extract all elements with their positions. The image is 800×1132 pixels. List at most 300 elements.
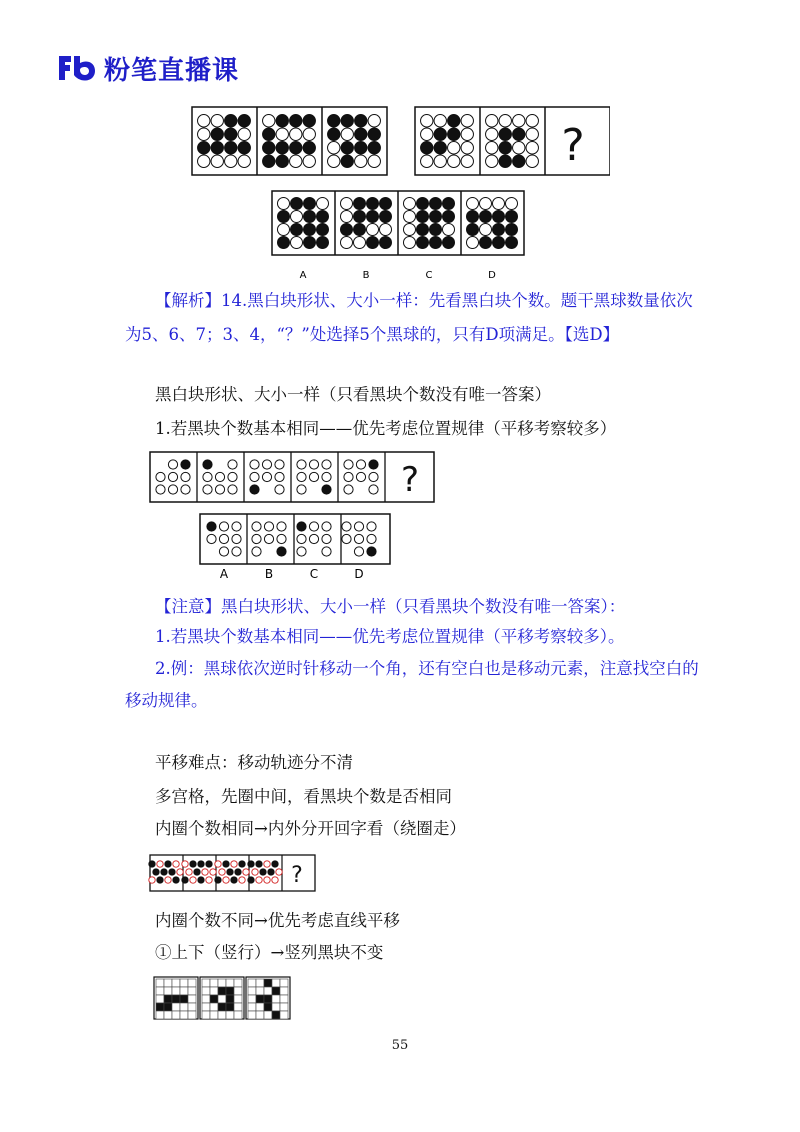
white-cell (264, 987, 272, 995)
white-ball (182, 861, 188, 867)
white-ball (219, 869, 225, 875)
white-ball (275, 485, 284, 494)
white-ball (219, 522, 228, 531)
white-cell (180, 1011, 188, 1019)
black-ball (231, 877, 237, 883)
white-cell (156, 987, 164, 995)
black-cell (226, 1003, 234, 1011)
black-ball (513, 128, 525, 140)
ring-ball-grid (215, 861, 249, 883)
white-ball (238, 128, 250, 140)
white-ball (322, 472, 331, 481)
black-ball (291, 198, 303, 210)
option-label-b: B (362, 270, 370, 281)
white-cell (188, 1003, 196, 1011)
black-ball (263, 155, 275, 167)
white-ball (215, 861, 221, 867)
black-ball (367, 547, 376, 556)
black-ball (380, 211, 392, 223)
white-cell (164, 979, 172, 987)
white-ball (461, 142, 473, 154)
white-ball (232, 547, 241, 556)
white-cell (156, 1011, 164, 1019)
black-ball (493, 224, 505, 236)
white-ball (211, 115, 223, 127)
question-mark: ? (400, 460, 420, 500)
white-ball (252, 522, 261, 531)
white-cell (180, 987, 188, 995)
question-mark: ? (291, 863, 303, 888)
ring-ball-grid (248, 861, 282, 883)
white-cell (172, 1003, 180, 1011)
black-ball (369, 460, 378, 469)
white-ball (297, 534, 306, 543)
black-ball (417, 198, 429, 210)
option-label-d: D (488, 270, 496, 281)
white-ball (239, 877, 245, 883)
white-cell (248, 995, 256, 1003)
ball-grid (341, 198, 392, 249)
white-cell (210, 1003, 218, 1011)
square-grid (200, 977, 244, 1019)
black-ball (182, 877, 188, 883)
white-ball (367, 534, 376, 543)
white-ball (309, 460, 318, 469)
black-ball (268, 869, 274, 875)
section3-line-1: 内圈个数不同→优先考虑直线平移 (155, 911, 400, 930)
white-cell (202, 995, 210, 1003)
black-ball (328, 128, 340, 140)
white-ball (215, 485, 224, 494)
black-ball (430, 198, 442, 210)
white-cell (248, 987, 256, 995)
black-cell (218, 987, 226, 995)
white-ball (526, 142, 538, 154)
black-ball (467, 224, 479, 236)
black-ball (417, 224, 429, 236)
white-ball (297, 547, 306, 556)
black-ball (367, 237, 379, 249)
ball-grid (263, 115, 316, 168)
white-cell (280, 995, 288, 1003)
white-ball (252, 534, 261, 543)
white-ball (506, 198, 518, 210)
white-ball (367, 224, 379, 236)
black-ball (223, 861, 229, 867)
white-cell (234, 1003, 242, 1011)
white-ball (290, 128, 302, 140)
white-ball (262, 472, 271, 481)
white-ball (156, 472, 165, 481)
white-cell (226, 979, 234, 987)
black-ball (368, 128, 380, 140)
white-ball (225, 155, 237, 167)
section2-line-3: 内圈个数相同→内外分开回字看（绕圈走） (155, 819, 466, 838)
white-ball (219, 547, 228, 556)
ball-grid (156, 460, 190, 494)
white-ball (211, 155, 223, 167)
black-ball (203, 460, 212, 469)
analysis-line-2: 为5、6、7；3、4，“？”处选择5个黑球的，只有D项满足。【选D】 (125, 325, 620, 344)
black-cell (264, 1003, 272, 1011)
black-ball (276, 155, 288, 167)
ball-grid (198, 115, 251, 168)
white-cell (188, 987, 196, 995)
square-grid (246, 977, 290, 1019)
fb-logo-icon (55, 54, 97, 82)
black-ball (354, 224, 366, 236)
panel-frame (150, 452, 434, 502)
white-ball (354, 237, 366, 249)
white-cell (210, 987, 218, 995)
white-ball (309, 472, 318, 481)
black-ball (260, 869, 266, 875)
black-ball (328, 115, 340, 127)
white-ball (356, 460, 365, 469)
black-ball (317, 224, 329, 236)
section1-line-1: 黑白块形状、大小一样（只看黑块个数没有唯一答案） (155, 385, 551, 404)
black-ball (278, 237, 290, 249)
white-cell (188, 979, 196, 987)
black-ball (169, 869, 175, 875)
white-ball (262, 460, 271, 469)
white-cell (272, 995, 280, 1003)
white-ball (513, 115, 525, 127)
white-ball (168, 485, 177, 494)
white-ball (168, 472, 177, 481)
black-ball (225, 142, 237, 154)
white-ball (355, 155, 367, 167)
black-ball (248, 861, 254, 867)
white-cell (218, 979, 226, 987)
ball-grid (328, 115, 381, 168)
white-ball (219, 534, 228, 543)
white-cell (248, 1003, 256, 1011)
black-cell (272, 987, 280, 995)
white-ball (342, 522, 351, 531)
ball-grid (207, 522, 241, 556)
white-cell (172, 979, 180, 987)
black-ball (355, 142, 367, 154)
white-ball (203, 485, 212, 494)
ball-grid (278, 198, 329, 249)
option-label-a: A (299, 270, 307, 281)
black-ball (238, 142, 250, 154)
white-ball (448, 142, 460, 154)
white-ball (232, 534, 241, 543)
brand-name: 粉笔直播课 (104, 56, 240, 86)
white-cell (164, 1011, 172, 1019)
black-ball (173, 877, 179, 883)
black-ball (290, 115, 302, 127)
white-ball (264, 877, 270, 883)
white-ball (322, 522, 331, 531)
white-ball (354, 547, 363, 556)
white-ball (203, 472, 212, 481)
white-cell (218, 995, 226, 1003)
white-ball (486, 155, 498, 167)
black-ball (181, 460, 190, 469)
white-cell (180, 979, 188, 987)
white-ball (344, 472, 353, 481)
white-ball (344, 485, 353, 494)
white-cell (256, 1011, 264, 1019)
white-ball (513, 142, 525, 154)
white-ball (434, 115, 446, 127)
black-ball (157, 877, 163, 883)
black-ball (430, 211, 442, 223)
ball-grid (342, 522, 376, 556)
white-ball (297, 485, 306, 494)
black-ball (206, 861, 212, 867)
black-ball (149, 861, 155, 867)
white-ball (421, 155, 433, 167)
ball-grid (250, 460, 284, 494)
white-ball (228, 472, 237, 481)
black-ball (303, 142, 315, 154)
white-ball (198, 128, 210, 140)
ball-grid (297, 460, 331, 494)
section2-line-1: 平移难点：移动轨迹分不清 (155, 753, 353, 772)
black-ball (263, 142, 275, 154)
black-cell (180, 995, 188, 1003)
black-ball (278, 211, 290, 223)
white-ball (291, 211, 303, 223)
white-ball (480, 198, 492, 210)
white-ball (223, 877, 229, 883)
white-ball (448, 155, 460, 167)
note-line-3: 2.例：黑球依次逆时针移动一个角，还有空白也是移动元素，注意找空白的 (155, 659, 699, 678)
white-ball (198, 155, 210, 167)
white-cell (234, 987, 242, 995)
black-cell (226, 987, 234, 995)
white-ball (493, 198, 505, 210)
analysis-line-1: 【解析】14.黑白块形状、大小一样：先看黑白块个数。题干黑球数量依次 (155, 291, 693, 310)
white-ball (250, 460, 259, 469)
white-cell (188, 995, 196, 1003)
white-ball (354, 534, 363, 543)
white-ball (342, 534, 351, 543)
ball-grid (404, 198, 455, 249)
white-ball (181, 472, 190, 481)
white-ball (461, 128, 473, 140)
white-ball (277, 522, 286, 531)
black-ball (513, 155, 525, 167)
white-ball (486, 142, 498, 154)
black-ball (276, 115, 288, 127)
black-ball (368, 142, 380, 154)
white-ball (461, 115, 473, 127)
white-ball (156, 485, 165, 494)
white-cell (218, 1011, 226, 1019)
black-ball (304, 237, 316, 249)
white-cell (210, 1011, 218, 1019)
black-cell (218, 1003, 226, 1011)
white-cell (202, 1011, 210, 1019)
white-ball (264, 861, 270, 867)
white-ball (421, 128, 433, 140)
white-ball (344, 460, 353, 469)
white-ball (461, 155, 473, 167)
black-ball (480, 211, 492, 223)
black-ball (380, 198, 392, 210)
white-cell (156, 995, 164, 1003)
black-ball (290, 142, 302, 154)
black-ball (448, 128, 460, 140)
white-ball (467, 198, 479, 210)
black-ball (506, 211, 518, 223)
note-line-2: 1.若黑块个数基本相同——优先考虑位置规律（平移考察较多）。 (155, 627, 625, 646)
white-ball (263, 115, 275, 127)
white-ball (278, 224, 290, 236)
black-cell (172, 995, 180, 1003)
white-ball (322, 534, 331, 543)
black-cell (272, 1011, 280, 1019)
white-cell (280, 1011, 288, 1019)
white-ball (228, 485, 237, 494)
white-ball (526, 155, 538, 167)
option-label-c: C (309, 567, 319, 581)
white-ball (190, 877, 196, 883)
black-ball (317, 211, 329, 223)
white-ball (368, 115, 380, 127)
white-ball (341, 128, 353, 140)
black-ball (207, 522, 216, 531)
ball-grid (252, 522, 286, 556)
square-grid (154, 977, 198, 1019)
black-ball (165, 861, 171, 867)
white-cell (188, 1011, 196, 1019)
black-ball (434, 128, 446, 140)
white-cell (156, 979, 164, 987)
ball-grid (486, 115, 539, 168)
white-ball (317, 198, 329, 210)
black-ball (211, 128, 223, 140)
white-ball (277, 534, 286, 543)
black-cell (226, 995, 234, 1003)
black-ball (297, 522, 306, 531)
black-ball (304, 198, 316, 210)
black-ball (272, 861, 278, 867)
white-ball (173, 861, 179, 867)
note-line-1: 【注意】黑白块形状、大小一样（只看黑块个数没有唯一答案）： (155, 597, 626, 616)
white-ball (486, 115, 498, 127)
black-ball (499, 142, 511, 154)
white-cell (256, 979, 264, 987)
black-ball (248, 877, 254, 883)
white-ball (291, 237, 303, 249)
black-ball (480, 237, 492, 249)
white-ball (421, 115, 433, 127)
white-cell (164, 987, 172, 995)
white-ball (303, 155, 315, 167)
white-ball (276, 128, 288, 140)
white-cell (234, 979, 242, 987)
white-ball (297, 472, 306, 481)
white-ball (198, 115, 210, 127)
black-ball (380, 237, 392, 249)
white-ball (202, 869, 208, 875)
white-ball (252, 547, 261, 556)
white-cell (172, 987, 180, 995)
black-cell (210, 995, 218, 1003)
black-cell (164, 995, 172, 1003)
black-ball (355, 128, 367, 140)
white-ball (149, 877, 155, 883)
white-ball (526, 115, 538, 127)
black-ball (198, 142, 210, 154)
black-ball (211, 142, 223, 154)
black-ball (235, 869, 241, 875)
black-ball (341, 155, 353, 167)
white-cell (226, 1011, 234, 1019)
section3-line-2: ①上下（竖行）→竖列黑块不变 (155, 943, 384, 962)
white-cell (280, 979, 288, 987)
black-ball (341, 142, 353, 154)
white-cell (202, 979, 210, 987)
black-ball (499, 155, 511, 167)
white-ball (341, 211, 353, 223)
white-cell (256, 1003, 264, 1011)
black-ball (225, 115, 237, 127)
note-line-4: 移动规律。 (125, 691, 208, 710)
black-ball (355, 115, 367, 127)
black-ball (277, 547, 286, 556)
black-ball (225, 128, 237, 140)
black-ball (354, 211, 366, 223)
white-ball (369, 472, 378, 481)
white-ball (309, 522, 318, 531)
white-ball (404, 237, 416, 249)
white-ball (231, 861, 237, 867)
figure-corner-ball-puzzle (148, 450, 438, 585)
black-ball (417, 237, 429, 249)
white-ball (443, 224, 455, 236)
white-ball (232, 522, 241, 531)
black-ball (256, 861, 262, 867)
black-ball (443, 198, 455, 210)
white-ball (486, 128, 498, 140)
black-ball (276, 142, 288, 154)
white-ball (238, 155, 250, 167)
black-ball (322, 485, 331, 494)
white-cell (272, 1003, 280, 1011)
white-ball (177, 869, 183, 875)
white-ball (206, 877, 212, 883)
white-ball (322, 547, 331, 556)
white-ball (168, 460, 177, 469)
white-ball (157, 861, 163, 867)
figure-black-ball-puzzle-1 (190, 105, 610, 285)
ball-grid (297, 522, 331, 556)
white-ball (380, 224, 392, 236)
white-cell (172, 1011, 180, 1019)
white-ball (290, 155, 302, 167)
white-ball (480, 224, 492, 236)
black-ball (304, 211, 316, 223)
page-number: 55 (391, 1038, 409, 1053)
white-cell (234, 1011, 242, 1019)
black-cell (256, 995, 264, 1003)
black-cell (156, 1003, 164, 1011)
black-ball (250, 485, 259, 494)
white-cell (280, 987, 288, 995)
white-ball (328, 155, 340, 167)
white-cell (248, 1011, 256, 1019)
black-cell (264, 979, 272, 987)
black-ball (238, 115, 250, 127)
black-ball (194, 869, 200, 875)
